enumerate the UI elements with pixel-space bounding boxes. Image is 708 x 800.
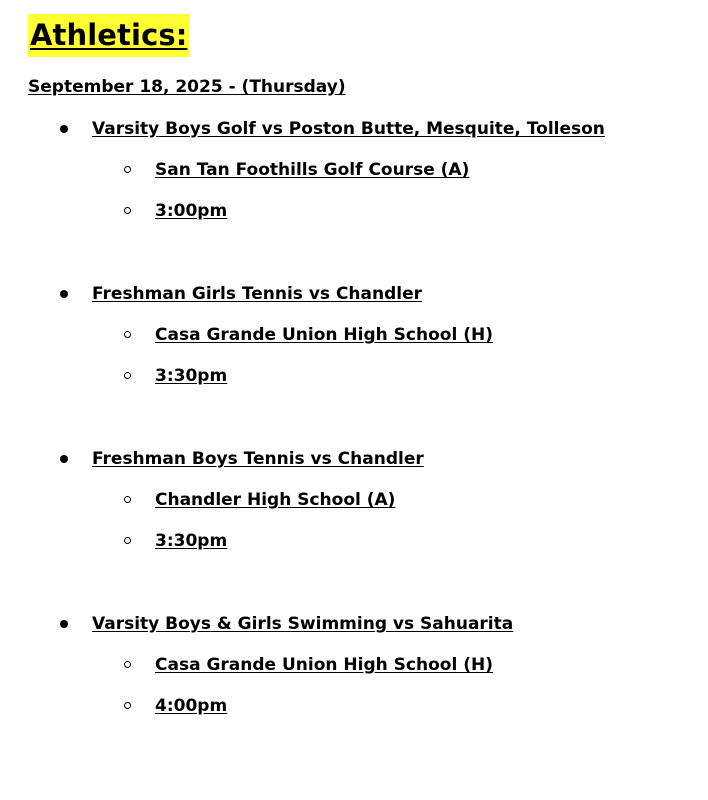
- event-location: Casa Grande Union High School (H): [155, 655, 493, 675]
- event-date: September 18, 2025 - (Thursday): [28, 77, 346, 97]
- event-location: Chandler High School (A): [155, 490, 396, 510]
- event-time: 3:30pm: [155, 366, 228, 386]
- bullet-icon: [60, 455, 68, 463]
- bullet-icon: [60, 620, 68, 628]
- event-item: [0, 283, 708, 423]
- event-title: Freshman Girls Tennis vs Chandler: [92, 284, 423, 304]
- circle-bullet-icon: [124, 331, 131, 338]
- athletics-heading: Athletics:: [28, 14, 189, 57]
- bullet-icon: [60, 125, 68, 133]
- event-title: Varsity Boys Golf vs Poston Butte, Mesquite, Tolleson: [92, 119, 605, 139]
- circle-bullet-icon: [124, 702, 131, 709]
- event-time: 3:00pm: [155, 201, 228, 221]
- event-location: Casa Grande Union High School (H): [155, 325, 493, 345]
- circle-bullet-icon: [124, 537, 131, 544]
- event-title: Freshman Boys Tennis vs Chandler: [92, 449, 424, 469]
- circle-bullet-icon: [124, 207, 131, 214]
- bullet-icon: [60, 290, 68, 298]
- event-time: 4:00pm: [155, 696, 228, 716]
- event-time: 3:30pm: [155, 531, 228, 551]
- event-title: Varsity Boys & Girls Swimming vs Sahuarita: [92, 614, 514, 634]
- circle-bullet-icon: [124, 496, 131, 503]
- circle-bullet-icon: [124, 372, 131, 379]
- event-item: [0, 613, 708, 753]
- event-item: [0, 118, 708, 258]
- event-location: San Tan Foothills Golf Course (A): [155, 160, 470, 180]
- event-item: [0, 448, 708, 588]
- circle-bullet-icon: [124, 661, 131, 668]
- circle-bullet-icon: [124, 166, 131, 173]
